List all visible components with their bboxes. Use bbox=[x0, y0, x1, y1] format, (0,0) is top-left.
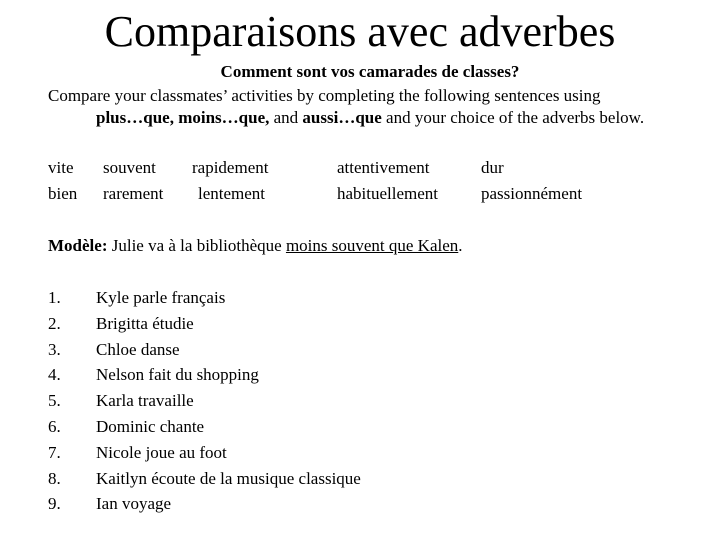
adverb: vite bbox=[48, 158, 74, 177]
instructions-rest: and your choice of the adverbs below. bbox=[381, 108, 645, 127]
list-item bbox=[48, 287, 361, 313]
item-number: 2. bbox=[48, 313, 61, 333]
adverb: rarement bbox=[103, 184, 164, 203]
item-number: 1. bbox=[48, 288, 61, 307]
item-number: 8. bbox=[48, 468, 61, 488]
item-number: 5. bbox=[48, 391, 61, 411]
item-text: Kyle parle français bbox=[96, 288, 226, 307]
item-number: 3. bbox=[48, 339, 61, 359]
item-text: Nicole joue au foot bbox=[96, 442, 227, 462]
adverb: souvent bbox=[103, 158, 156, 177]
instructions-line-1: Compare your classmates’ activities by completing the following sentences using bbox=[48, 86, 601, 105]
adverb: passionnément bbox=[481, 184, 583, 203]
adverb: rapidement bbox=[192, 158, 269, 177]
item-text: Brigitta étudie bbox=[96, 313, 194, 333]
adverb: attentivement bbox=[337, 158, 430, 177]
item-text: Dominic chante bbox=[96, 416, 205, 436]
item-text: Kaitlyn écoute de la musique classique bbox=[96, 468, 361, 488]
item-number: 7. bbox=[48, 442, 61, 462]
adverb: habituellement bbox=[337, 184, 439, 203]
model-end: . bbox=[458, 236, 463, 255]
list-item bbox=[48, 313, 361, 339]
adverb: bien bbox=[48, 184, 78, 203]
list-item bbox=[48, 416, 361, 442]
item-text: Nelson fait du shopping bbox=[96, 365, 259, 385]
moins-que-keyword: moins…que, bbox=[178, 108, 270, 127]
model-answer: moins souvent que Kalen bbox=[285, 236, 459, 255]
page-title: Comparaisons avec adverbes bbox=[104, 7, 616, 56]
item-text: Ian voyage bbox=[96, 494, 172, 514]
item-number: 4. bbox=[48, 365, 61, 385]
item-number: 9. bbox=[48, 494, 61, 514]
instructions-conjunction: and bbox=[269, 108, 303, 127]
aussi-que-keyword: aussi…que bbox=[302, 108, 382, 127]
list-item bbox=[48, 364, 361, 390]
plus-que-keyword: plus…que, bbox=[96, 108, 174, 127]
model-sentence bbox=[48, 235, 463, 257]
item-text: Chloe danse bbox=[96, 339, 180, 359]
list-item bbox=[48, 493, 361, 519]
item-number: 6. bbox=[48, 416, 61, 436]
adverb: lentement bbox=[198, 184, 266, 203]
model-label: Modèle: bbox=[48, 236, 108, 255]
list-item bbox=[48, 339, 361, 365]
list-item bbox=[48, 442, 361, 468]
instructions-line-2 bbox=[48, 107, 698, 129]
subtitle: Comment sont vos camarades de classes? bbox=[220, 62, 520, 81]
adverb: dur bbox=[481, 158, 504, 177]
item-text: Karla travaille bbox=[96, 391, 194, 411]
list-item bbox=[48, 390, 361, 416]
exercise-list bbox=[48, 287, 361, 519]
model-sentence-start: Julie va à la bibliothèque bbox=[111, 236, 286, 255]
list-item bbox=[48, 468, 361, 494]
instructions bbox=[48, 85, 698, 129]
